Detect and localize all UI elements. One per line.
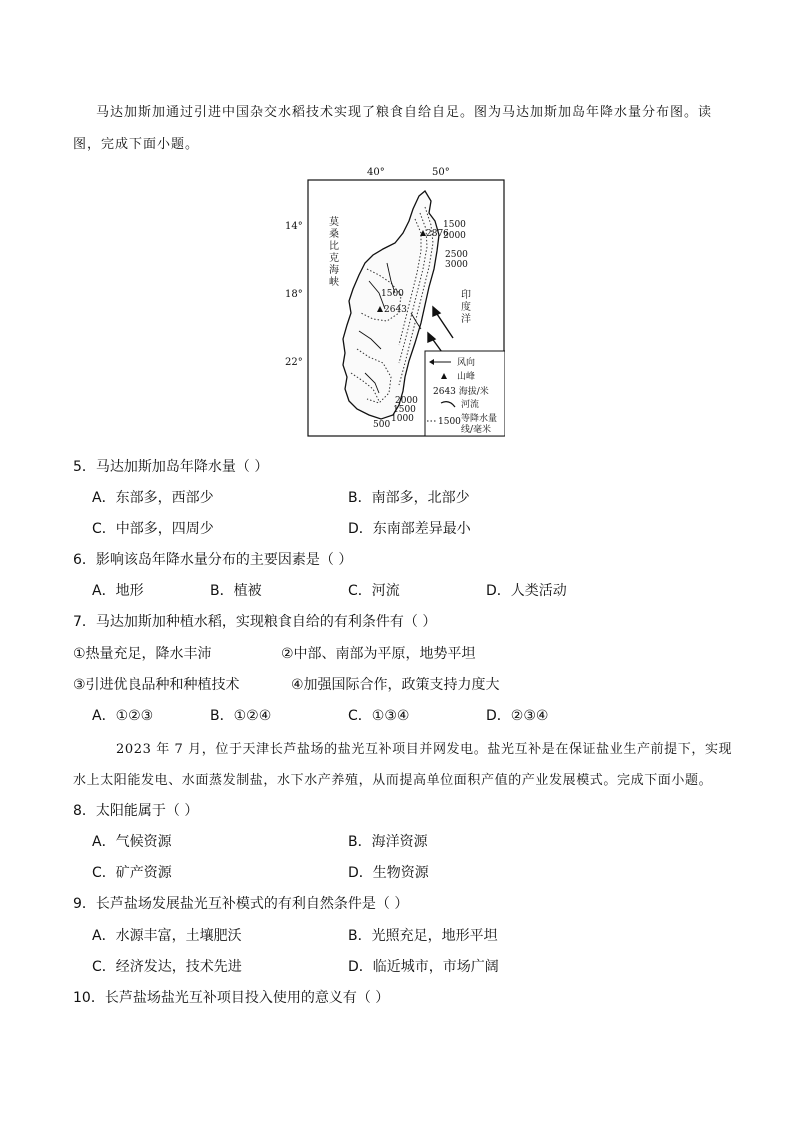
question-7-statement-1: ①热量充足，降水丰沛 [73, 646, 212, 662]
intro-paragraph-1-line-2: 图，完成下面小题。 [73, 137, 200, 152]
question-7-option-c[interactable]: C．①③④ [348, 708, 410, 724]
question-6-stem: 6．影响该岛年降水量分布的主要因素是（ ） [73, 552, 353, 568]
question-10-stem: 10．长芦盐场盐光互补项目投入使用的意义有（ ） [73, 990, 390, 1006]
isohyet-label-center: 1500 [381, 289, 404, 299]
lon-label-50: 50° [432, 167, 450, 178]
question-5-option-b[interactable]: B．南部多，北部少 [348, 490, 470, 506]
mozambique-channel-label [329, 215, 339, 288]
question-7-stem: 7．马达加斯加种植水稻，实现粮食自给的有利条件有（ ） [73, 614, 437, 630]
svg-text:洋: 洋 [461, 314, 471, 325]
peak-label-2876: 2876 [426, 229, 449, 239]
question-7-statement-3: ③引进优良品种和种植技术 [73, 677, 240, 693]
question-9-option-d[interactable]: D．临近城市，市场广阔 [348, 959, 499, 975]
lat-label-14: 14° [285, 221, 303, 232]
legend-peak: 山峰 [457, 372, 476, 382]
isohyet-label: 500 [373, 420, 391, 430]
question-7-option-b[interactable]: B．①②④ [210, 708, 272, 724]
legend-isohyet-value: 1500 [438, 417, 461, 427]
question-8-option-c[interactable]: C．矿产资源 [92, 865, 172, 881]
isohyet-label: 1500 [443, 220, 466, 230]
question-9-stem: 9．长芦盐场发展盐光互补模式的有利自然条件是（ ） [73, 896, 409, 912]
question-9-option-b[interactable]: B．光照充足，地形平坦 [348, 928, 498, 944]
isohyet-label: 1000 [391, 414, 414, 424]
question-8-option-d[interactable]: D．生物资源 [348, 865, 429, 881]
svg-text:度: 度 [461, 302, 471, 313]
intro-paragraph-1-line-1: 马达加斯加通过引进中国杂交水稻技术实现了粮食自给自足。图为马达加斯加岛年降水量分布图。读 [96, 105, 713, 120]
question-7-statement-2: ②中部、南部为平原，地势平坦 [281, 646, 476, 662]
legend-elevation: 2643 海拔/米 [433, 387, 489, 397]
question-6-option-d[interactable]: D．人类活动 [486, 583, 567, 599]
intro-paragraph-2-line-2: 水上太阳能发电、水面蒸发制盐，水下水产养殖，从而提高单位面积产值的产业发展模式。完成下面小题。 [73, 773, 713, 788]
svg-text:印: 印 [461, 290, 471, 301]
svg-text:比: 比 [329, 241, 339, 252]
question-7-statement-4: ④加强国际合作，政策支持力度大 [291, 677, 500, 693]
svg-text:峡: 峡 [329, 277, 339, 288]
question-5-option-c[interactable]: C．中部多，四周少 [92, 521, 214, 537]
isohyet-label: 2000 [395, 396, 418, 406]
question-7-option-a[interactable]: A．①②③ [92, 708, 154, 724]
question-7-option-d[interactable]: D．②③④ [486, 708, 549, 724]
intro-paragraph-2-line-1: 2023 年 7 月，位于天津长芦盐场的盐光互补项目并网发电。盐光互补是在保证盐业生产前提下，实现 [116, 742, 733, 757]
lat-label-18: 18° [285, 289, 303, 300]
legend-isohyet-2: 线/毫米 [461, 425, 492, 435]
isohyet-label: 2500 [445, 250, 468, 260]
question-8-option-b[interactable]: B．海洋资源 [348, 834, 428, 850]
isohyet-label: 2000 [443, 231, 466, 241]
question-9-option-c[interactable]: C．经济发达，技术先进 [92, 959, 242, 975]
svg-text:桑: 桑 [329, 229, 339, 240]
svg-text:海: 海 [329, 265, 339, 276]
question-6-option-a[interactable]: A．地形 [92, 583, 144, 599]
question-5-option-d[interactable]: D．东南部差异最小 [348, 521, 471, 537]
question-9-option-a[interactable]: A．水源丰富，土壤肥沃 [92, 928, 242, 944]
indian-ocean-label [461, 288, 471, 325]
lat-label-22: 22° [285, 357, 303, 368]
isohyet-label: 1500 [393, 405, 416, 415]
svg-text:莫: 莫 [329, 217, 339, 228]
lon-label-40: 40° [367, 167, 385, 178]
madagascar-precipitation-map [307, 163, 505, 438]
peak-label-2643: 2643 [384, 305, 407, 315]
legend-wind: 风向 [457, 358, 476, 368]
question-8-option-a[interactable]: A．气候资源 [92, 834, 172, 850]
question-6-option-b[interactable]: B．植被 [210, 583, 262, 599]
question-8-stem: 8．太阳能属于（ ） [73, 803, 199, 819]
isohyet-label: 3000 [445, 260, 468, 270]
legend-river: 河流 [461, 400, 480, 410]
legend-isohyet-1: 等降水量 [461, 414, 498, 424]
question-5-option-a[interactable]: A．东部多，西部少 [92, 490, 214, 506]
svg-text:克: 克 [329, 253, 339, 264]
question-6-option-c[interactable]: C．河流 [348, 583, 400, 599]
question-5-stem: 5．马达加斯加岛年降水量（ ） [73, 459, 269, 475]
